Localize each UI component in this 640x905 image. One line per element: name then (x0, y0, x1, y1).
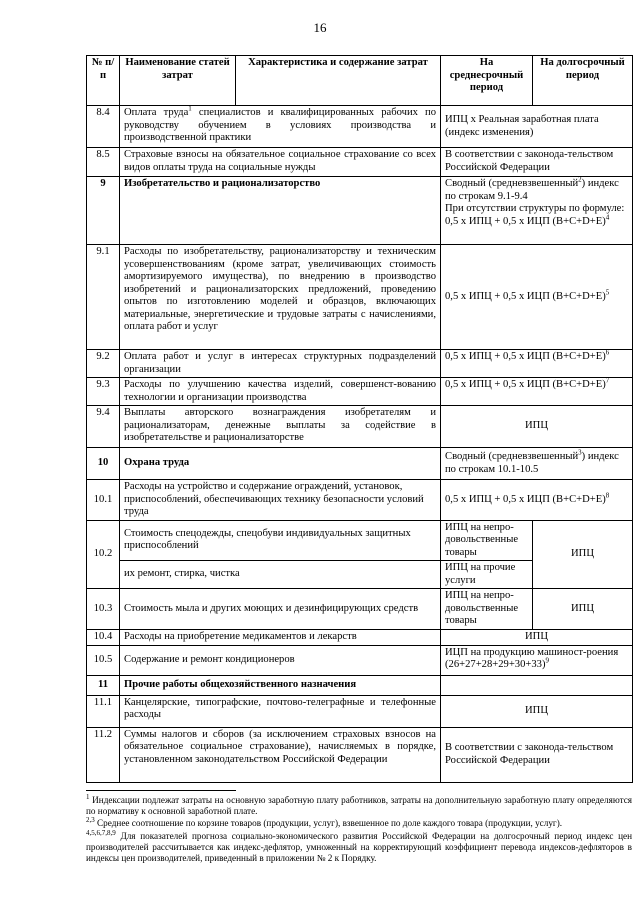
section-title: Изобретательство и рационализаторство (120, 177, 441, 245)
row-index: ИПЦ (441, 629, 633, 645)
row-text: Содержание и ремонт кондиционеров (120, 645, 441, 675)
row-index: ИПЦ х Реальная заработная плата (индекс изменения) (441, 106, 633, 148)
row-number: 8.4 (87, 106, 120, 148)
table-row-section (87, 177, 633, 245)
row-text: Канцелярские, типографские, почтово-телеграфные и телефонные расходы (120, 695, 441, 727)
table-row-section (87, 448, 633, 480)
row-number: 10.1 (87, 480, 120, 521)
row-index-empty (441, 675, 633, 695)
footnote-3: $^{4,5,6,7,8,9}$ Для показателей прогноза социально-экономического развития Российской Федерации на долгосрочный период индекс цен производителей рассчитывается как индекс-дефлятор, умноженный на корректирующий коэффициент перевода индексов-дефляторов в индексы цен производителей, приведенный в приложении № 2 к Порядку. (86, 828, 632, 864)
header-desc: Характеристика и содержание затрат (236, 56, 441, 106)
row-number: 9.4 (87, 406, 120, 448)
row-number: 9.2 (87, 350, 120, 378)
row-number: 11.2 (87, 727, 120, 782)
row-number: 10.5 (87, 645, 120, 675)
row-index: 0,5 х ИПЦ + 0,5 х ИЦП $(B+C+D+E)^6$ (441, 350, 633, 378)
row-text: Стоимость мыла и других моющих и дезинфицирующих средств (120, 589, 441, 630)
row-index-medium: ИПЦ на прочие услуги (441, 561, 533, 589)
page-number: 16 (313, 20, 327, 35)
row-text: Суммы налогов и сборов (за исключением страховых взносов на обязательное социальное страхование), начисляемых в порядке, установленном законодательством Российской Федерации (120, 727, 441, 782)
row-index: ИПЦ (441, 406, 633, 448)
section-title: Прочие работы общехозяйственного назначения (120, 675, 441, 695)
header-num: № п/п (87, 56, 120, 106)
row-index-medium: ИПЦ на непро-довольственные товары (441, 589, 533, 630)
header-name: Наименование статей затрат (120, 56, 236, 106)
row-number: 8.5 (87, 148, 120, 177)
row-number: 10.4 (87, 629, 120, 645)
row-number: 11 (87, 675, 120, 695)
row-text: Страховые взносы на обязательное социальное страхование со всех видов оплаты труда на социальные нужды (120, 148, 441, 177)
footnote-separator (86, 790, 236, 791)
row-number: 10.2 (87, 520, 120, 589)
row-text: Оплата труда$^1$ специалистов и квалифицированных рабочих по руководству обучением в условиях производства и производственной практики (120, 106, 441, 148)
row-number: 9 (87, 177, 120, 245)
row-index: В соответствии с законода-тельством Российской Федерации (441, 148, 633, 177)
cost-items-table (86, 55, 633, 783)
table-row (87, 106, 633, 148)
table-row-section (87, 675, 633, 695)
footnote-2: $^{2,3}$ Среднее соотношение по корзине товаров (продукции, услуг), взвешенное по доле каждого товара (продукции, услуг). (86, 816, 563, 829)
row-text: Стоимость спецодежды, спецобуви индивидуальных защитных приспособлений (120, 520, 441, 561)
row-number: 10.3 (87, 589, 120, 630)
row-index: 0,5 х ИПЦ + 0,5 х ИЦП $(B+C+D+E)^8$ (441, 480, 633, 521)
row-number: 11.1 (87, 695, 120, 727)
row-text: Расходы по изобретательству, рационализаторству и техническим усовершенствованиям (кроме затрат, увеличивающих стоимость амортизируемого имущества), по внедрению в производство изобретений и рационализаторских предложений, проведению опытов по изготовлению моделей и образцов, включающих материальные, энергетические и трудовые затраты с начислениями, оплата работ и услуг (120, 245, 441, 350)
row-text: Расходы на устройство и содержание ограждений, установок, приспособлений, обеспечивающих технику безопасности условий труда (120, 480, 441, 521)
row-text: Оплата работ и услуг в интересах структурных подразделений организации (120, 350, 441, 378)
table-row (87, 378, 633, 406)
footnote-1: $^1$ Индексации подлежат затраты на основную заработную плату работников, затраты на дополнительную заработную плату определяются по нормативу к основной заработной плате. (86, 792, 632, 817)
table-row (87, 480, 633, 521)
row-index: 0,5 х ИПЦ + 0,5 х ИЦП $(B+C+D+E)^7$ (441, 378, 633, 406)
section-title: Охрана труда (120, 448, 441, 480)
table-row (87, 148, 633, 177)
table-row (87, 629, 633, 645)
row-index-medium: ИПЦ на непро-довольственные товары (441, 520, 533, 561)
row-index-long: ИПЦ (533, 520, 633, 589)
table-row (87, 350, 633, 378)
row-index: В соответствии с законода-тельством Российской Федерации (441, 727, 633, 782)
row-index-long: ИПЦ (533, 589, 633, 630)
table-row (87, 589, 633, 630)
row-text: их ремонт, стирка, чистка (120, 561, 441, 589)
row-text: Расходы по улучшению качества изделий, совершенст-вованию технологии и организации производства (120, 378, 441, 406)
row-index: Сводный (средневзвешенный$^3$) индекс по строкам 10.1-10.5 (441, 448, 633, 480)
table-row (87, 406, 633, 448)
row-number: 9.1 (87, 245, 120, 350)
table-row (87, 727, 633, 782)
row-text: Расходы на приобретение медикаментов и лекарств (120, 629, 441, 645)
table-row (87, 245, 633, 350)
row-index: ИПЦ (441, 695, 633, 727)
row-text: Выплаты авторского вознаграждения изобретателям и рационализаторам, денежные выплаты за содействие в изобретательстве и рационализаторстве (120, 406, 441, 448)
row-index: ИЦП на продукцию машиност-роения $(26+27+28+29+30+33)^9$ (441, 645, 633, 675)
row-index: Сводный (средневзвешенный$^2$) индекс по строкам 9.1-9.4 При отсутствии структуры по формуле: 0,5 х ИПЦ + 0,5 х ИЦП $(B+C+D+E)^4$ (441, 177, 633, 245)
footnotes (86, 792, 632, 865)
table-header-row (87, 56, 633, 106)
table-row (87, 520, 633, 561)
row-number: 10 (87, 448, 120, 480)
header-long: На долгосрочный период (533, 56, 633, 106)
row-index: 0,5 х ИПЦ + 0,5 х ИЦП $(B+C+D+E)^5$ (441, 245, 633, 350)
table-row (87, 645, 633, 675)
header-medium: На среднесрочный период (441, 56, 533, 106)
row-number: 9.3 (87, 378, 120, 406)
table-row (87, 695, 633, 727)
